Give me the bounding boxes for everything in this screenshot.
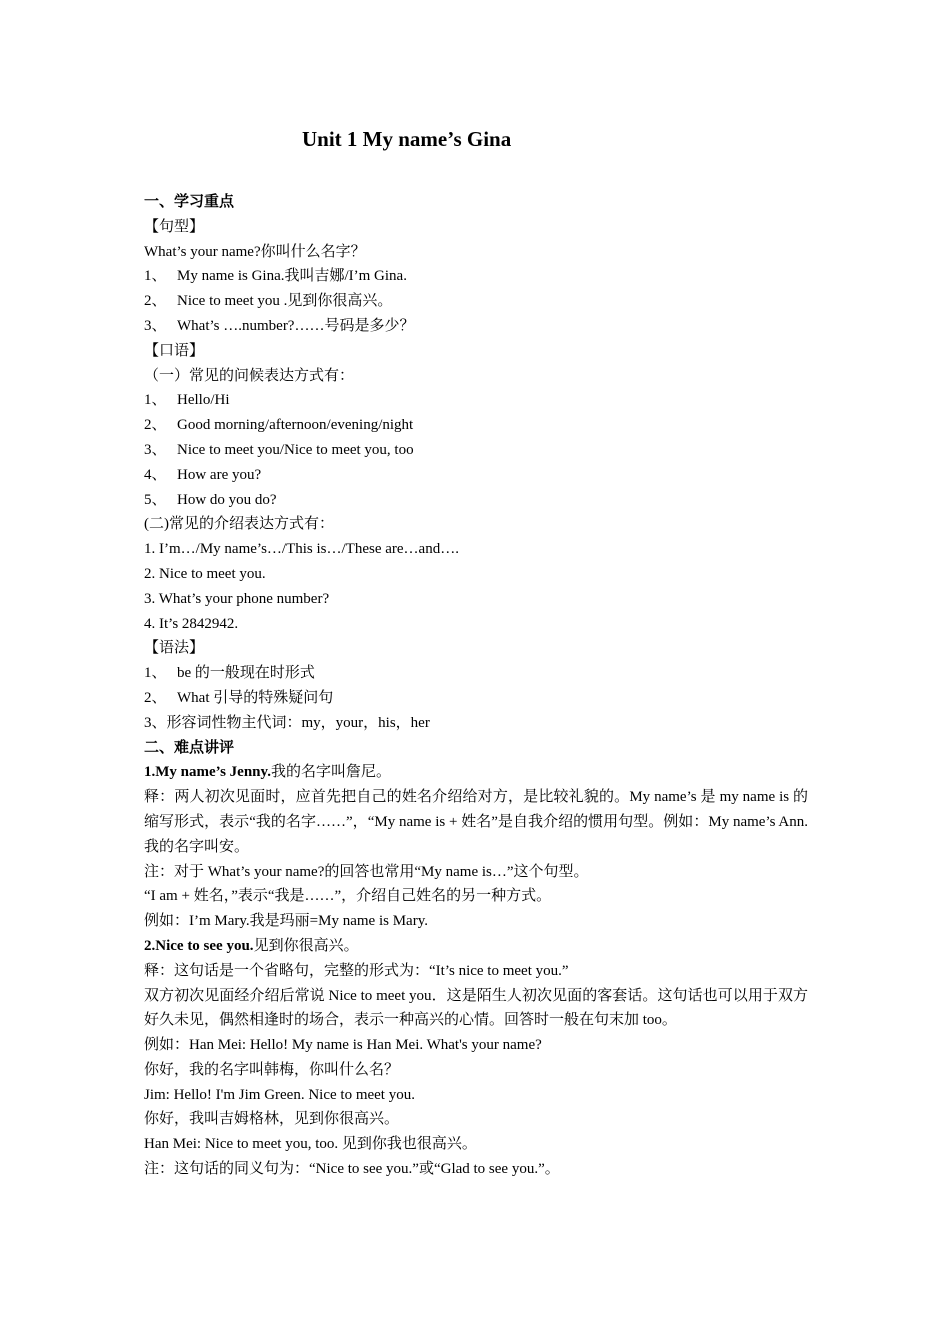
i-am-line: “I am + 姓名，”表示“我是……”，介绍自己姓名的另一种方式。 [144, 888, 552, 905]
list-item: 4. It’s 2842942. [144, 615, 239, 632]
section-heading-difficulties: 二、难点讲评 [144, 739, 235, 756]
dialogue-line: Jim: Hello! I'm Jim Green. Nice to meet you. [144, 1086, 415, 1103]
subheading-sentence-patterns: 【句型】 [144, 218, 205, 235]
page-title: Unit 1 My name’s Gina [302, 127, 512, 151]
sentence-pattern-question: What’s your name?你叫什么名字？ [144, 243, 366, 260]
note-line: 注：对于 What’s your name?的回答也常用“My name is…”这个句型。 [144, 863, 589, 880]
dialogue-line: 例如：Han Mei: Hello! My name is Han Mei. What's your name? [144, 1037, 542, 1054]
synonym-note: 注：这句话的同义句为：“Nice to see you.”或“Glad to see you.”。 [144, 1161, 560, 1178]
point-title: 1.My name’s Jenny.我的名字叫詹尼。 [144, 764, 391, 781]
list-item: 1. I’m…/My name’s…/This is…/These are…and…. [144, 541, 459, 558]
dialogue-line: Han Mei: Nice to meet you, too. 见到你我也很高兴。 [144, 1136, 477, 1153]
list-item: 5、 How do you do? [144, 491, 277, 508]
introductions-heading: (二)常见的介绍表达方式有： [144, 516, 334, 533]
list-item: 1、 be 的一般现在时形式 [144, 665, 315, 682]
dialogue-line: 你好，我叫吉姆格林，见到你很高兴。 [144, 1111, 400, 1128]
list-item: 4、 How are you? [144, 466, 262, 483]
example-line: 例如：I’m Mary.我是玛丽=My name is Mary. [144, 913, 428, 930]
list-item: 3、 Nice to meet you/Nice to meet you, too [144, 441, 414, 458]
list-item: 2. Nice to meet you. [144, 565, 266, 582]
list-item: 1、 Hello/Hi [144, 392, 230, 409]
document-body [144, 190, 808, 1182]
greetings-heading: （一）常见的问候表达方式有： [144, 367, 355, 384]
list-item: 3. What’s your phone number? [144, 590, 330, 607]
dialogue-line: 你好，我的名字叫韩梅，你叫什么名？ [144, 1061, 400, 1078]
usage-paragraph: 双方初次见面经介绍后常说 Nice to meet you．这是陌生人初次见面的客套话。这句话也可以用于双方好久未见，偶然相逢时的场合，表示一种高兴的心情。回答时一般在句末加 too。 [144, 987, 808, 1029]
explanation-line: 释：这句话是一个省略句，完整的形式为：“It’s nice to meet you.” [144, 962, 569, 979]
list-item: 2、 What 引导的特殊疑问句 [144, 689, 334, 706]
explanation-paragraph: 释：两人初次见面时，应首先把自己的姓名介绍给对方，是比较礼貌的。My name’s 是 my name is 的缩写形式，表示“我的名字……”，“My name is + 姓名”是自我介绍的惯用句型。例如：My name’s Ann.我的名字叫安。 [144, 789, 808, 855]
section-heading-key-points: 一、学习重点 [144, 194, 235, 210]
subheading-oral: 【口语】 [144, 342, 205, 359]
point-title: 2.Nice to see you.见到你很高兴。 [144, 937, 359, 954]
list-item: 2、 Nice to meet you .见到你很高兴。 [144, 293, 393, 310]
subheading-grammar: 【语法】 [144, 640, 205, 657]
list-item: 3、 What’s ….number?……号码是多少？ [144, 317, 415, 334]
list-item: 1、 My name is Gina.我叫吉娜/I’m Gina. [144, 268, 407, 285]
list-item: 3、形容词性物主代词：my，your，his，her [144, 714, 430, 731]
list-item: 2、 Good morning/afternoon/evening/night [144, 417, 414, 434]
